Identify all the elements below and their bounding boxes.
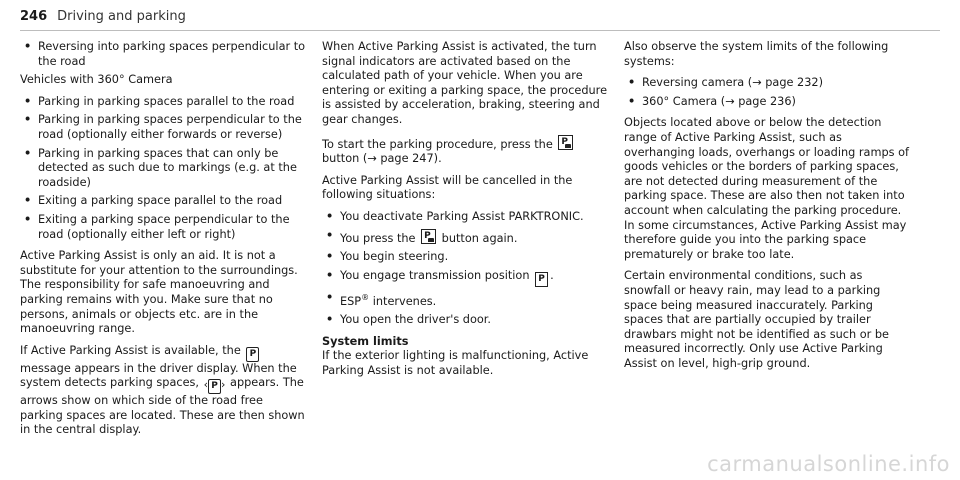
text-fragment: intervenes. <box>369 294 437 308</box>
related-systems-list <box>624 76 912 109</box>
text-fragment: You press the <box>340 231 416 245</box>
list-item: • Parking in parking spaces perpendicular to the road (optionally either forwards or reverse) <box>20 113 308 142</box>
text-fragment: You engage transmission position <box>340 268 530 282</box>
system-limits-text: If the exterior lighting is malfunctioning, Active Parking Assist is not available. <box>322 349 589 377</box>
paragraph-activated: When Active Parking Assist is activated, the turn signal indicators are activated based on the calculated path of your vehicle. When you are entering or exiting a parking space, the procedure is assisted by acceleration, braking, steering and gear changes. <box>322 40 608 126</box>
parking-list-basic <box>20 40 308 69</box>
list-item: • You deactivate Parking Assist PARKTRONIC. <box>322 210 610 225</box>
list-item: • Parking in parking spaces parallel to the road <box>20 95 308 110</box>
text-fragment: . <box>550 268 554 282</box>
paragraph-start <box>322 135 610 167</box>
parking-p-icon: P <box>246 347 259 362</box>
parking-space-arrows-icon: ‹ P › <box>204 378 226 394</box>
text-fragment: message appears in the driver display. When the system detects parking spaces, <box>20 361 297 390</box>
text-fragment: appears. The arrows show on which side of the road free parking spaces are located. These are then shown in the central display. <box>20 376 305 437</box>
list-item: • Exiting a parking space parallel to the road <box>20 194 308 209</box>
text-fragment: ESP <box>340 294 362 308</box>
list-item <box>322 291 610 309</box>
paragraph-cancel: Active Parking Assist will be cancelled in the following situations: <box>322 173 573 202</box>
watermark: carmanualsonline.info <box>707 452 950 476</box>
list-item: • Exiting a parking space perpendicular to the road (optionally either left or right) <box>20 213 308 242</box>
cancel-situations-list <box>322 210 610 328</box>
list-item: • Parking in parking spaces that can only be detected as such due to markings (e.g. at the roadside) <box>20 147 308 191</box>
column-middle <box>322 40 610 385</box>
list-item: • 360° Camera (→ page 236) <box>624 95 912 110</box>
paragraph-available <box>20 344 308 438</box>
list-item: • You begin steering. <box>322 250 610 265</box>
list-item <box>322 229 610 247</box>
gear-p-icon: P <box>535 272 548 287</box>
list-item <box>322 269 610 287</box>
column-right <box>624 40 912 378</box>
parking-p-icon: P <box>208 379 221 394</box>
text-fragment: button (→ page 247). <box>322 152 442 166</box>
paragraph-objects: Objects located above or below the detection range of Active Parking Assist, such as overhanging loads, overhangs or loading ramps of goods vehicles or the borders of parking spaces, are not detected during measurement of the parking space. These are also then not taken into account when calculating the parking procedure. In some circumstances, Active Parking Assist may therefore guide you into the parking space prematurely or brake too late. <box>624 116 910 261</box>
vehicles-360-intro: Vehicles with 360° Camera <box>20 73 173 87</box>
list-item: • You open the driver's door. <box>322 313 610 328</box>
page-header <box>20 2 940 31</box>
text-fragment: To start the parking procedure, press the <box>322 137 553 151</box>
chapter-title: Driving and parking <box>57 8 186 24</box>
parking-button-icon <box>558 135 573 150</box>
column-left <box>20 40 308 445</box>
text-fragment: If Active Parking Assist is available, the <box>20 343 241 357</box>
list-item: • Reversing camera (→ page 232) <box>624 76 912 91</box>
text-fragment: button again. <box>441 231 518 245</box>
paragraph-aid: Active Parking Assist is only an aid. It is not a substitute for your attention to the surroundings. The responsibility for safe manoeuvring and parking remains with you. Make sure that no persons, animals or objects etc. are in the manoeuvring range. <box>20 249 298 336</box>
paragraph-conditions: Certain environmental conditions, such as snowfall or heavy rain, may lead to a parking space being measured inaccurately. Parking spaces that are partially occupied by trailer drawbars might not be identified as such or be measured incorrectly. Only use Active Parking Assist on level, high-grip ground. <box>624 269 889 370</box>
list-item: • Reversing into parking spaces perpendicular to the road <box>20 40 308 69</box>
system-limits-heading: System limits <box>322 334 409 348</box>
parking-button-icon <box>421 229 436 244</box>
paragraph-also-observe: Also observe the system limits of the following systems: <box>624 40 889 68</box>
parking-list-360 <box>20 95 308 242</box>
registered-mark: ® <box>361 292 370 302</box>
page-number: 246 <box>20 8 48 24</box>
